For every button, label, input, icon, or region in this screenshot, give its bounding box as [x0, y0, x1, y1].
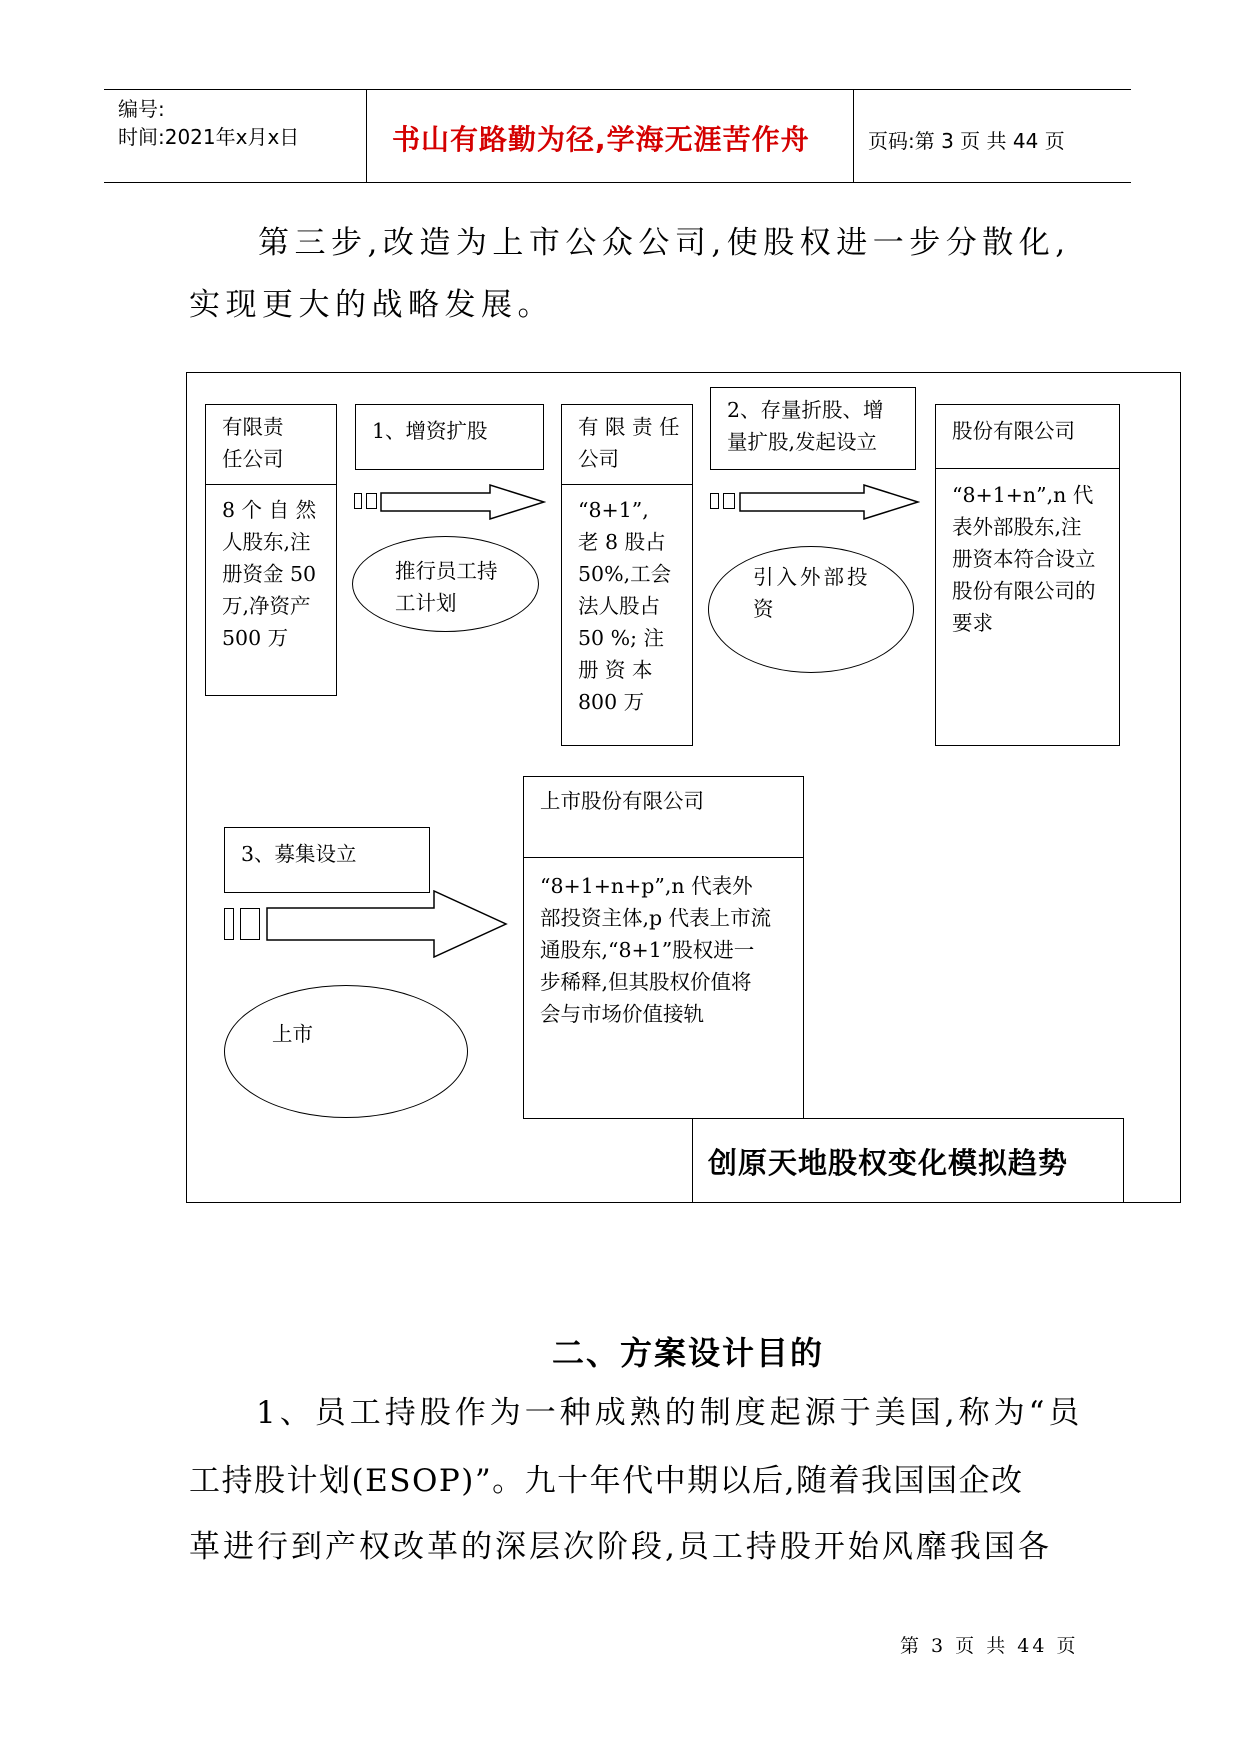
- box-limited-company-title: [205, 404, 337, 486]
- header-motto: 书山有路勤为径,学海无涯苦作舟: [392, 123, 810, 156]
- box2-title-line: 有 限 责 任: [578, 415, 680, 439]
- step2-label-box: [710, 387, 916, 470]
- arrow1-tail-square: [366, 493, 377, 509]
- intro-line-1: 第三步,改造为上市公众公司,使股权进一步分散化,: [258, 225, 1071, 261]
- ellipse-listing: [224, 985, 468, 1118]
- box4-body-line: 会与市场价值接轨: [540, 1002, 704, 1026]
- header-time-label: 时间:2021年x月x日: [118, 125, 300, 149]
- diagram-caption: 创原天地股权变化模拟趋势: [708, 1146, 1069, 1180]
- header-divider-right: [853, 89, 854, 182]
- box-limited-company-2-title: [561, 404, 693, 486]
- step1-label: 1、增资扩股: [372, 419, 488, 443]
- box3-body-line: 要求: [952, 611, 993, 635]
- box1-title-line: 任公司: [222, 447, 284, 471]
- box3-title: 股份有限公司: [952, 419, 1075, 443]
- section-para-line-3: 革进行到产权改革的深层次阶段,员工持股开始风靡我国各: [189, 1529, 1052, 1565]
- ellipse2-line: 资: [753, 597, 777, 621]
- section-para-line-2: 工持股计划(ESOP)”。九十年代中期以后,随着我国国企改: [189, 1463, 1024, 1499]
- box1-body-line: 8 个 自 然: [222, 498, 317, 522]
- ellipse3-label: 上市: [272, 1022, 313, 1046]
- header-page-label: 页码:第 3 页 共 44 页: [868, 129, 1065, 153]
- header-top-rule: [104, 89, 1131, 90]
- box3-body-line: 表外部股东,注: [952, 515, 1082, 539]
- section-heading: 二、方案设计目的: [552, 1334, 825, 1372]
- box3-body-line: 股份有限公司的: [952, 579, 1096, 603]
- header-divider-left: [366, 89, 367, 182]
- intro-line-2: 实现更大的战略发展。: [189, 287, 554, 323]
- box1-body-line: 万,净资产: [222, 594, 311, 618]
- box2-body-line: 50%,工会: [578, 562, 672, 586]
- arrow3-tail-square: [240, 908, 260, 940]
- header-bottom-rule: [104, 182, 1131, 183]
- box3-body-line: 册资本符合设立: [952, 547, 1096, 571]
- ellipse-external-investment: [708, 546, 914, 673]
- box2-title-line: 公司: [578, 447, 619, 471]
- box-limited-company-2-body: [561, 484, 693, 746]
- box-joint-stock-company-body: [935, 468, 1120, 746]
- step1-label-box: [355, 404, 544, 470]
- ellipse1-line: 工计划: [395, 591, 457, 615]
- box1-title-line: 有限责: [222, 415, 284, 439]
- arrow1-tail-square: [354, 493, 362, 509]
- box4-title: 上市股份有限公司: [540, 789, 704, 813]
- box4-body-line: “8+1+n+p”,n 代表外: [540, 874, 753, 898]
- arrow1-right-icon: [380, 484, 546, 520]
- box-joint-stock-company-title: [935, 404, 1120, 470]
- box1-body-line: 500 万: [222, 626, 289, 650]
- box2-body-line: 800 万: [578, 690, 645, 714]
- step3-label: 3、募集设立: [241, 842, 357, 866]
- step2-label-line: 2、存量折股、增: [727, 398, 884, 422]
- box4-body-line: 部投资主体,p 代表上市流: [540, 906, 772, 930]
- box-limited-company-body: [205, 484, 337, 696]
- box1-body-line: 册资金 50: [222, 562, 317, 586]
- box4-body-line: 步稀释,但其股权价值将: [540, 970, 752, 994]
- arrow2-tail-square: [723, 493, 735, 509]
- arrow3-right-icon: [266, 890, 508, 958]
- footer-page-number: 第 3 页 共 44 页: [900, 1635, 1079, 1657]
- arrow3-tail-square: [224, 908, 234, 940]
- box2-body-line: 50 %; 注: [578, 626, 665, 650]
- box2-body-line: 册 资 本: [578, 658, 653, 682]
- box3-body-line: “8+1+n”,n 代: [952, 483, 1094, 507]
- diagram-caption-box: [692, 1118, 1124, 1203]
- ellipse1-line: 推行员工持: [395, 559, 498, 583]
- ellipse2-line: 引入外部投: [753, 565, 871, 589]
- box2-body-line: 法人股占: [578, 594, 660, 618]
- step2-label-line: 量扩股,发起设立: [727, 430, 878, 454]
- step3-label-box: [224, 827, 430, 893]
- section-para-line-1: 1、员工持股作为一种成熟的制度起源于美国,称为“员: [256, 1395, 1084, 1431]
- arrow2-right-icon: [739, 484, 920, 520]
- box1-body-line: 人股东,注: [222, 530, 311, 554]
- header-code-label: 编号:: [118, 97, 165, 121]
- box-listed-company-title: [523, 776, 804, 859]
- arrow2-tail-square: [710, 493, 719, 509]
- box2-body-line: 老 8 股占: [578, 530, 666, 554]
- box-listed-company-body: [523, 857, 804, 1119]
- box4-body-line: 通股东,“8+1”股权进一: [540, 938, 755, 962]
- ellipse-employee-stock-plan: [352, 536, 539, 632]
- box2-body-line: “8+1”,: [578, 498, 649, 522]
